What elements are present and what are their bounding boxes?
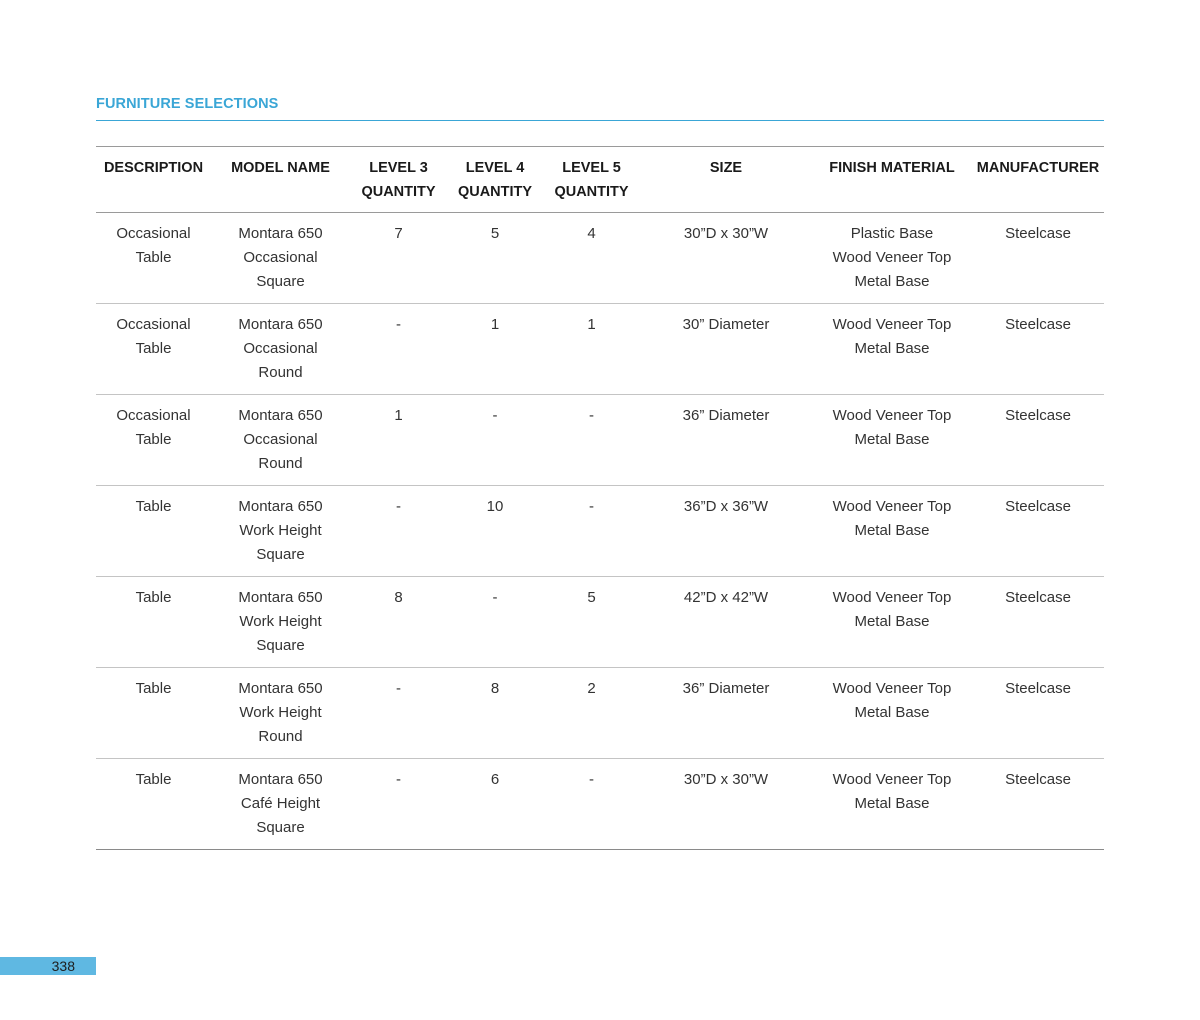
table-row	[96, 668, 1104, 759]
cell-line: Montara 650	[238, 407, 323, 424]
level3-quantity-cell: -	[350, 486, 447, 577]
cell-line: Table	[135, 771, 172, 788]
level4-quantity-cell: -	[447, 577, 543, 668]
level4-quantity-cell: 10	[447, 486, 543, 577]
cell-line: Table	[135, 249, 172, 266]
cell-line: Table	[135, 498, 172, 515]
table-row	[96, 213, 1104, 304]
header-line: LEVEL 4	[465, 160, 525, 176]
cell-line: Work Height	[239, 613, 322, 630]
manufacturer-cell: Steelcase	[972, 486, 1104, 577]
cell-line: Café Height	[240, 795, 321, 812]
cell-line: Plastic Base	[850, 225, 934, 242]
manufacturer-cell: Steelcase	[972, 577, 1104, 668]
header-line: MANUFACTURER	[976, 160, 1100, 176]
level5-quantity-cell: 4	[543, 213, 640, 304]
cell-line: Occasional	[116, 316, 191, 333]
level3-quantity-cell: -	[350, 668, 447, 759]
level3-quantity-cell: -	[350, 304, 447, 395]
cell-line: Round	[258, 455, 303, 472]
cell-line: Wood Veneer Top	[832, 316, 952, 333]
header-line: LEVEL 5	[562, 160, 621, 176]
cell-line: Wood Veneer Top	[832, 589, 952, 606]
table-row	[96, 304, 1104, 395]
model-name-cell	[211, 304, 350, 395]
finish-material-cell	[812, 759, 972, 850]
level5-quantity-cell: -	[543, 759, 640, 850]
cell-line: Round	[258, 364, 303, 381]
cell-line: Montara 650	[238, 680, 323, 697]
finish-material-cell	[812, 577, 972, 668]
cell-line: Montara 650	[238, 225, 323, 242]
cell-line: Occasional	[243, 431, 318, 448]
table-header	[96, 147, 1104, 213]
model-name-cell	[211, 759, 350, 850]
cell-line: Occasional	[243, 249, 318, 266]
cell-line: Wood Veneer Top	[832, 407, 952, 424]
furniture-table	[96, 146, 1104, 850]
size-cell: 42”D x 42”W	[640, 577, 812, 668]
table-body	[96, 213, 1104, 850]
cell-line: Montara 650	[238, 589, 323, 606]
model-name-cell	[211, 395, 350, 486]
finish-material-cell	[812, 395, 972, 486]
finish-material-cell	[812, 304, 972, 395]
column-header-level4-quantity	[447, 147, 543, 213]
size-cell: 30”D x 30”W	[640, 759, 812, 850]
title-divider	[96, 120, 1104, 121]
column-header-level3-quantity	[350, 147, 447, 213]
description-cell	[96, 395, 211, 486]
cell-line: Metal Base	[854, 431, 930, 448]
cell-line: Montara 650	[238, 771, 323, 788]
table-row	[96, 759, 1104, 850]
description-cell	[96, 304, 211, 395]
description-cell	[96, 486, 211, 577]
column-header-model-name	[211, 147, 350, 213]
level4-quantity-cell: 8	[447, 668, 543, 759]
cell-line: Square	[256, 273, 305, 290]
description-cell	[96, 668, 211, 759]
level3-quantity-cell: 7	[350, 213, 447, 304]
cell-line: Metal Base	[854, 340, 930, 357]
model-name-cell	[211, 213, 350, 304]
model-name-cell	[211, 577, 350, 668]
level4-quantity-cell: 1	[447, 304, 543, 395]
cell-line: Metal Base	[854, 522, 930, 539]
cell-line: Table	[135, 340, 172, 357]
level5-quantity-cell: 1	[543, 304, 640, 395]
column-header-size	[640, 147, 812, 213]
cell-line: Occasional	[116, 407, 191, 424]
cell-line: Wood Veneer Top	[832, 680, 952, 697]
cell-line: Wood Veneer Top	[832, 771, 952, 788]
manufacturer-cell: Steelcase	[972, 395, 1104, 486]
header-row	[96, 147, 1104, 213]
header-line: QUANTITY	[554, 184, 629, 200]
cell-line: Square	[256, 546, 305, 563]
finish-material-cell	[812, 213, 972, 304]
size-cell: 30” Diameter	[640, 304, 812, 395]
description-cell	[96, 759, 211, 850]
cell-line: Montara 650	[238, 498, 323, 515]
finish-material-cell	[812, 668, 972, 759]
level3-quantity-cell: -	[350, 759, 447, 850]
description-cell	[96, 577, 211, 668]
column-header-finish-material	[812, 147, 972, 213]
level5-quantity-cell: 2	[543, 668, 640, 759]
cell-line: Metal Base	[854, 795, 930, 812]
cell-line: Wood Veneer Top	[832, 498, 952, 515]
cell-line: Metal Base	[854, 613, 930, 630]
header-line: SIZE	[709, 160, 743, 176]
cell-line: Metal Base	[854, 704, 930, 721]
cell-line: Wood Veneer Top	[832, 249, 952, 266]
size-cell: 36” Diameter	[640, 668, 812, 759]
section-title: FURNITURE SELECTIONS	[96, 96, 279, 112]
header-line: MODEL NAME	[231, 160, 330, 176]
header-line: LEVEL 3	[369, 160, 428, 176]
header-line: DESCRIPTION	[103, 160, 204, 176]
size-cell: 36”D x 36”W	[640, 486, 812, 577]
cell-line: Square	[256, 637, 305, 654]
model-name-cell	[211, 668, 350, 759]
cell-line: Table	[135, 589, 172, 606]
cell-line: Montara 650	[238, 316, 323, 333]
column-header-level5-quantity	[543, 147, 640, 213]
cell-line: Occasional	[243, 340, 318, 357]
cell-line: Work Height	[239, 522, 322, 539]
description-cell	[96, 213, 211, 304]
level4-quantity-cell: -	[447, 395, 543, 486]
cell-line: Square	[256, 819, 305, 836]
manufacturer-cell: Steelcase	[972, 304, 1104, 395]
cell-line: Metal Base	[854, 273, 930, 290]
level4-quantity-cell: 5	[447, 213, 543, 304]
column-header-manufacturer	[972, 147, 1104, 213]
size-cell: 30”D x 30”W	[640, 213, 812, 304]
page-number: 338	[51, 958, 75, 974]
level5-quantity-cell: -	[543, 395, 640, 486]
manufacturer-cell: Steelcase	[972, 213, 1104, 304]
cell-line: Round	[258, 728, 303, 745]
level5-quantity-cell: -	[543, 486, 640, 577]
finish-material-cell	[812, 486, 972, 577]
header-line: QUANTITY	[361, 184, 436, 200]
manufacturer-cell: Steelcase	[972, 759, 1104, 850]
level3-quantity-cell: 1	[350, 395, 447, 486]
cell-line: Table	[135, 431, 172, 448]
level5-quantity-cell: 5	[543, 577, 640, 668]
table-row	[96, 577, 1104, 668]
cell-line: Table	[135, 680, 172, 697]
cell-line: Occasional	[116, 225, 191, 242]
cell-line: Work Height	[239, 704, 322, 721]
model-name-cell	[211, 486, 350, 577]
table-row	[96, 395, 1104, 486]
table-row	[96, 486, 1104, 577]
header-line: FINISH MATERIAL	[829, 160, 955, 176]
level4-quantity-cell: 6	[447, 759, 543, 850]
level3-quantity-cell: 8	[350, 577, 447, 668]
size-cell: 36” Diameter	[640, 395, 812, 486]
manufacturer-cell: Steelcase	[972, 668, 1104, 759]
column-header-description	[96, 147, 211, 213]
header-line: QUANTITY	[457, 184, 533, 200]
